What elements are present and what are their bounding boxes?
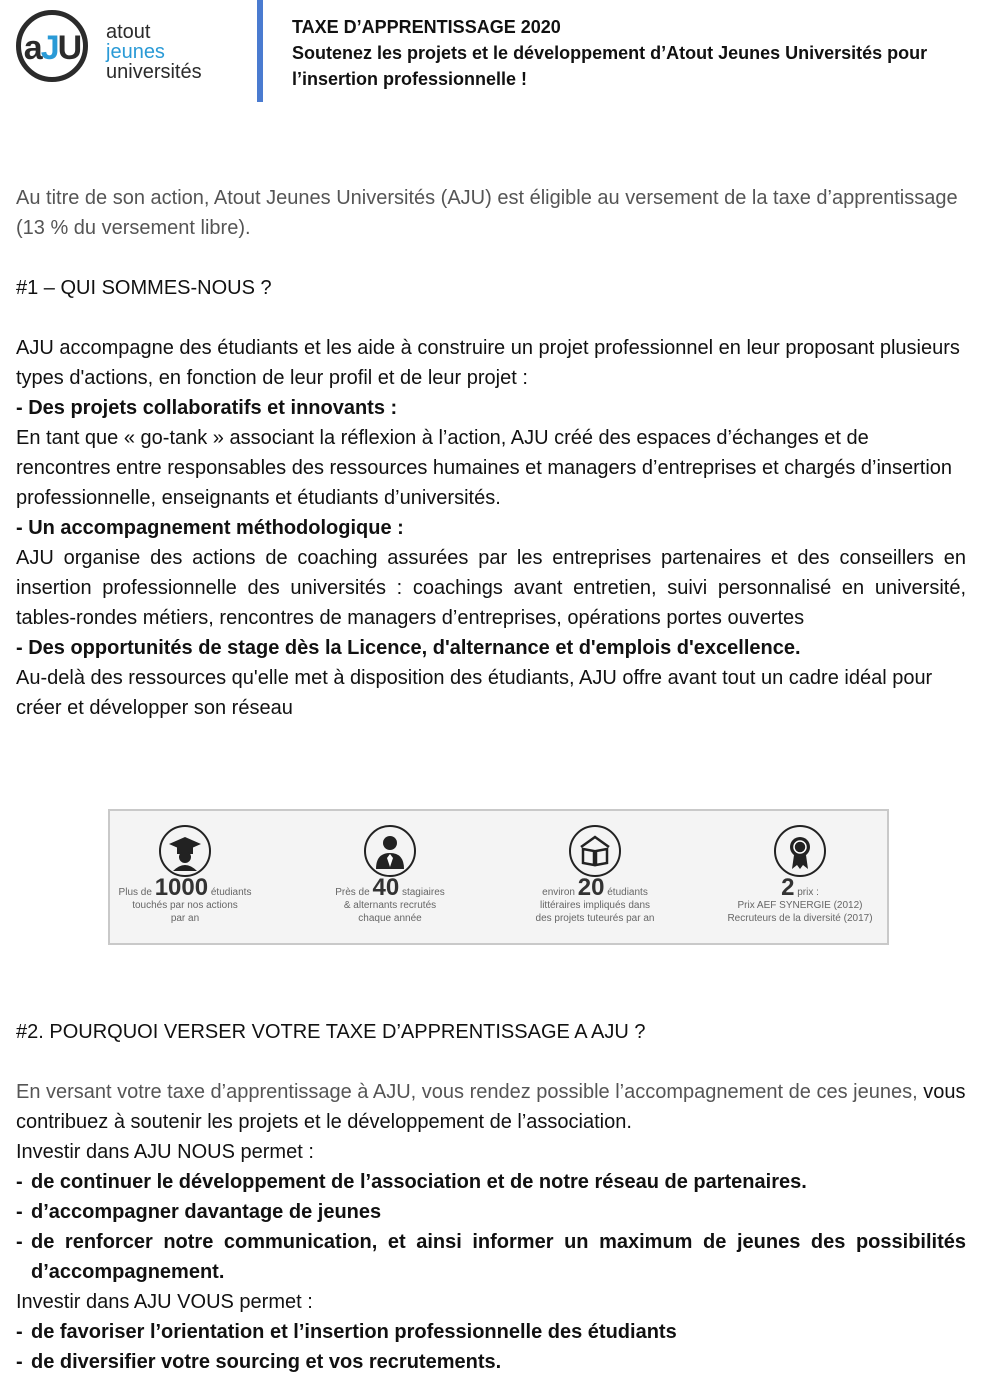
section-1-block (16, 183, 966, 723)
award-icon (774, 825, 826, 877)
stat-interns (315, 811, 465, 943)
section-2-lead-part-a: En versant votre taxe d’apprentissage à AJU, vous rendez possible l’accompagnement de ces jeunes, (16, 1081, 918, 1103)
logo-word-atout: atout (106, 21, 151, 43)
header-text (292, 14, 982, 92)
intro-paragraph: Au titre de son action, Atout Jeunes Universités (AJU) est éligible au versement de la taxe d’apprentissage (13 % du versement libre). (16, 187, 958, 239)
list-item: - de favoriser l’orientation et l’insertion professionnelle des étudiants (16, 1321, 677, 1343)
section-2-heading: #2. POURQUOI VERSER VOTRE TAXE D’APPRENTISSAGE A AJU ? (16, 1021, 646, 1043)
stat-line: Prix AEF SYNERGIE (2012) (737, 900, 863, 911)
logo-monogram: aJU (23, 29, 81, 67)
person-tie-icon (364, 825, 416, 877)
stat-suffix: étudiants (607, 887, 648, 898)
section-1-heading: #1 – QUI SOMMES-NOUS ? (16, 277, 272, 299)
logo-emblem (16, 10, 88, 82)
stat-suffix: étudiants (210, 887, 252, 898)
stat-prefix: environ (542, 887, 575, 898)
graduate-icon (159, 825, 211, 877)
list-item: - d’accompagner davantage de jeunes (16, 1201, 382, 1223)
stat-suffix: stagiaires (401, 887, 445, 898)
stat-line: des projets tuteurés par an (535, 913, 655, 924)
stat-number: 1000 (154, 874, 209, 901)
list-item: - de continuer le développement de l’association et de notre réseau de partenaires. (16, 1171, 807, 1193)
stat-literary-students (520, 811, 670, 943)
page-header (0, 0, 999, 110)
item-2-text: AJU organise des actions de coaching assurées par les entreprises partenaires et des conseillers en insertion professionnelle des universités : coachings avant entretien, suivi personnalisé en université, tables-rondes métiers, rencontres de managers d’entreprises, opérations portes ouvertes (16, 547, 966, 629)
section-2-block (16, 1017, 966, 1377)
stat-line: & alternants recrutés (343, 900, 437, 911)
stat-suffix: prix : (797, 887, 819, 898)
logo-word-jeunes: jeunes (106, 41, 165, 63)
header-divider (257, 0, 263, 102)
logo-wordmark (106, 22, 202, 82)
list-item: - de renforcer notre communication, et ainsi informer un maximum de jeunes des possibilités d’accompagnement. (16, 1231, 966, 1283)
page-title: TAXE D’APPRENTISSAGE 2020 (292, 17, 561, 37)
section-2-lead-part-b: vous contribuez à soutenir les projets et le développement de l’association. (16, 1081, 966, 1133)
stat-prefix: Près de (335, 887, 370, 898)
list-item: - de diversifier votre sourcing et vos recrutements. (16, 1351, 502, 1373)
item-2-title: - Un accompagnement méthodologique : (16, 517, 404, 539)
stat-number: 40 (372, 874, 400, 901)
section-1-lead: AJU accompagne des étudiants et les aide à construire un projet professionnel en leur proposant plusieurs types d'actions, en fonction de leur profil et de leur projet : (16, 337, 960, 389)
vous-intro: Investir dans AJU VOUS permet : (16, 1291, 313, 1313)
stat-line: chaque année (358, 913, 422, 924)
logo-word-universites: universités (106, 61, 202, 83)
section-2-lead (16, 1077, 966, 1137)
stat-awards (720, 811, 880, 943)
stat-line: littéraires impliqués dans (539, 900, 651, 911)
page-subtitle: Soutenez les projets et le développement d’Atout Jeunes Universités pour l’insertion professionnelle ! (292, 43, 928, 89)
item-1-title: - Des projets collaboratifs et innovants : (16, 397, 398, 419)
item-3-text: Au-delà des ressources qu'elle met à disposition des étudiants, AJU offre avant tout un cadre idéal pour créer et développer son réseau (16, 667, 933, 719)
stat-students (110, 811, 260, 943)
stat-line: par an (170, 913, 200, 924)
nous-intro: Investir dans AJU NOUS permet : (16, 1141, 314, 1163)
book-icon (569, 825, 621, 877)
stat-number: 2 (781, 874, 795, 901)
item-3-title: - Des opportunités de stage dès la Licence, d'alternance et d'emplois d'excellence. (16, 637, 801, 659)
aju-logo (16, 10, 236, 96)
stat-number: 20 (577, 874, 605, 901)
vous-list (16, 1317, 966, 1377)
stat-line: touchés par nos actions (132, 900, 238, 911)
stats-banner (108, 809, 889, 945)
stat-prefix: Plus de (118, 887, 152, 898)
item-1-text: En tant que « go-tank » associant la réflexion à l’action, AJU créé des espaces d’échanges et de rencontres entre responsables des ressources humaines et managers d’entreprises et chargés d’insertion professionnelle, enseignants et étudiants d’universités. (16, 427, 953, 509)
stat-line: Recruteurs de la diversité (2017) (727, 913, 873, 924)
nous-list (16, 1167, 966, 1287)
